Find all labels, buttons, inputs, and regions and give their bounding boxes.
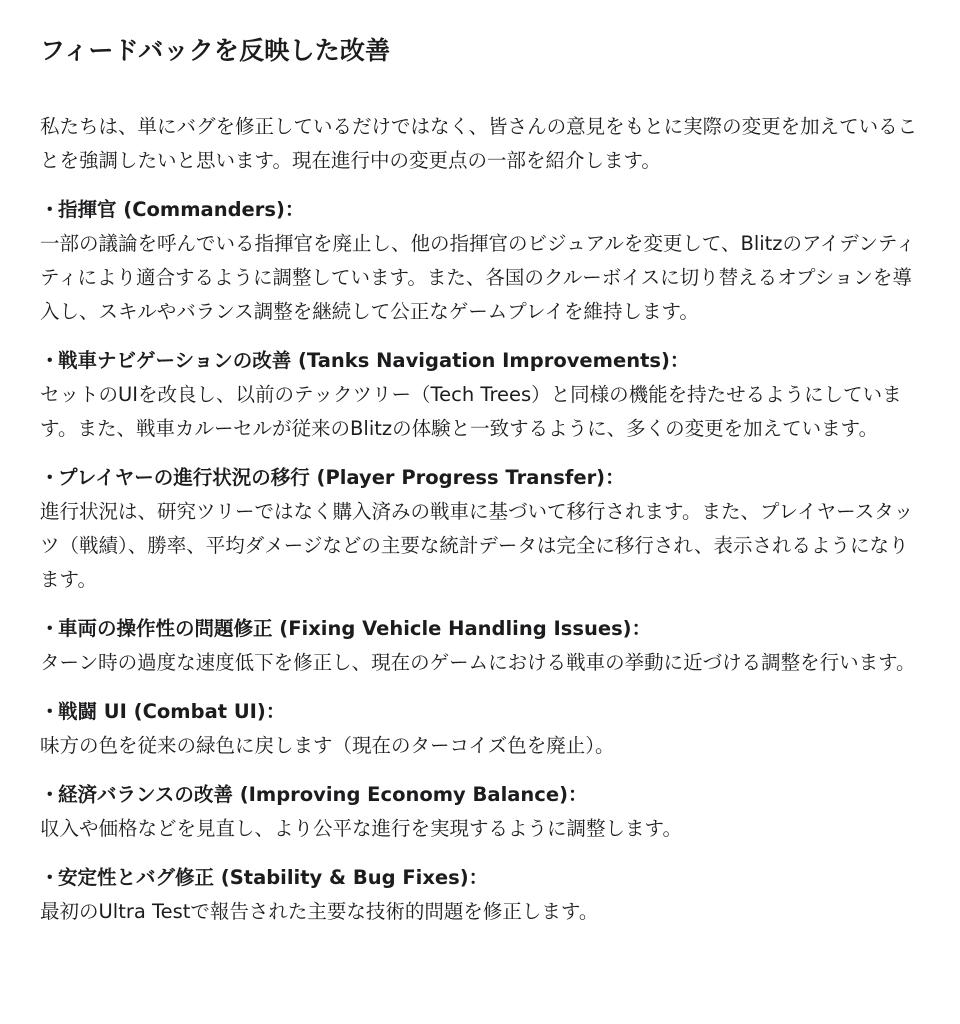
bullet-marker: ・ [40, 466, 60, 489]
section-heading [40, 778, 922, 812]
section-stability-bug-fixes [40, 861, 922, 929]
section-body: ターン時の過度な速度低下を修正し、現在のゲームにおける戦車の挙動に近づける調整を行います。 [40, 651, 916, 674]
section-commanders [40, 193, 922, 329]
section-heading [40, 612, 922, 646]
page-title: フィードバックを反映した改善 [40, 36, 391, 65]
section-heading [40, 344, 922, 378]
bullet-marker: ・ [40, 783, 60, 806]
section-heading [40, 695, 922, 729]
intro-paragraph: 私たちは、単にバグを修正しているだけではなく、皆さんの意見をもとに実際の変更を加えていることを強調したいと思います。現在進行中の変更点の一部を紹介します。 [40, 115, 918, 172]
bullet-marker: ・ [40, 198, 60, 221]
section-vehicle-handling [40, 612, 922, 680]
section-player-progress [40, 461, 922, 597]
section-heading-text: 車両の操作性の問題修正 (Fixing Vehicle Handling Issues)： [58, 617, 652, 640]
section-tanks-navigation [40, 344, 922, 446]
section-body: 進行状況は、研究ツリーではなく購入済みの戦車に基づいて移行されます。また、プレイヤースタッツ（戦績）、勝率、平均ダメージなどの主要な統計データは完全に移行され、表示されるようになります。 [40, 500, 914, 591]
section-heading [40, 861, 922, 895]
section-heading [40, 461, 922, 495]
section-heading-text: 経済バランスの改善 (Improving Economy Balance)： [58, 783, 588, 806]
section-body: 収入や価格などを見直し、より公平な進行を実現するように調整します。 [40, 817, 682, 840]
section-body: 一部の議論を呼んでいる指揮官を廃止し、他の指揮官のビジュアルを変更して、Blitzのアイデンティティにより適合するように調整しています。また、各国のクルーボイスに切り替えるオプションを導入し、スキルやバランス調整を継続して公正なゲームプレイを維持します。 [40, 232, 916, 323]
section-body: セットのUIを改良し、以前のテックツリー（Tech Trees）と同様の機能を持たせるようにしています。また、戦車カルーセルが従来のBlitzの体験と一致するように、多くの変更を加えています。 [40, 383, 902, 440]
section-heading-text: プレイヤーの進行状況の移行 (Player Progress Transfer)： [58, 466, 625, 489]
section-heading-text: 指揮官 (Commanders)： [58, 198, 305, 221]
section-heading-text: 戦闘 UI (Combat UI)： [58, 700, 286, 723]
section-heading [40, 193, 922, 227]
section-heading-text: 戦車ナビゲーションの改善 (Tanks Navigation Improvements)： [58, 349, 690, 372]
bullet-marker: ・ [40, 349, 60, 372]
section-economy-balance [40, 778, 922, 846]
section-heading-text: 安定性とバグ修正 (Stability & Bug Fixes)： [58, 866, 489, 889]
bullet-marker: ・ [40, 617, 60, 640]
section-body: 味方の色を従来の緑色に戻します（現在のターコイズ色を廃止）。 [40, 734, 615, 757]
section-body: 最初のUltra Testで報告された主要な技術的問題を修正します。 [40, 900, 599, 923]
section-combat-ui [40, 695, 922, 763]
bullet-marker: ・ [40, 866, 60, 889]
bullet-marker: ・ [40, 700, 60, 723]
